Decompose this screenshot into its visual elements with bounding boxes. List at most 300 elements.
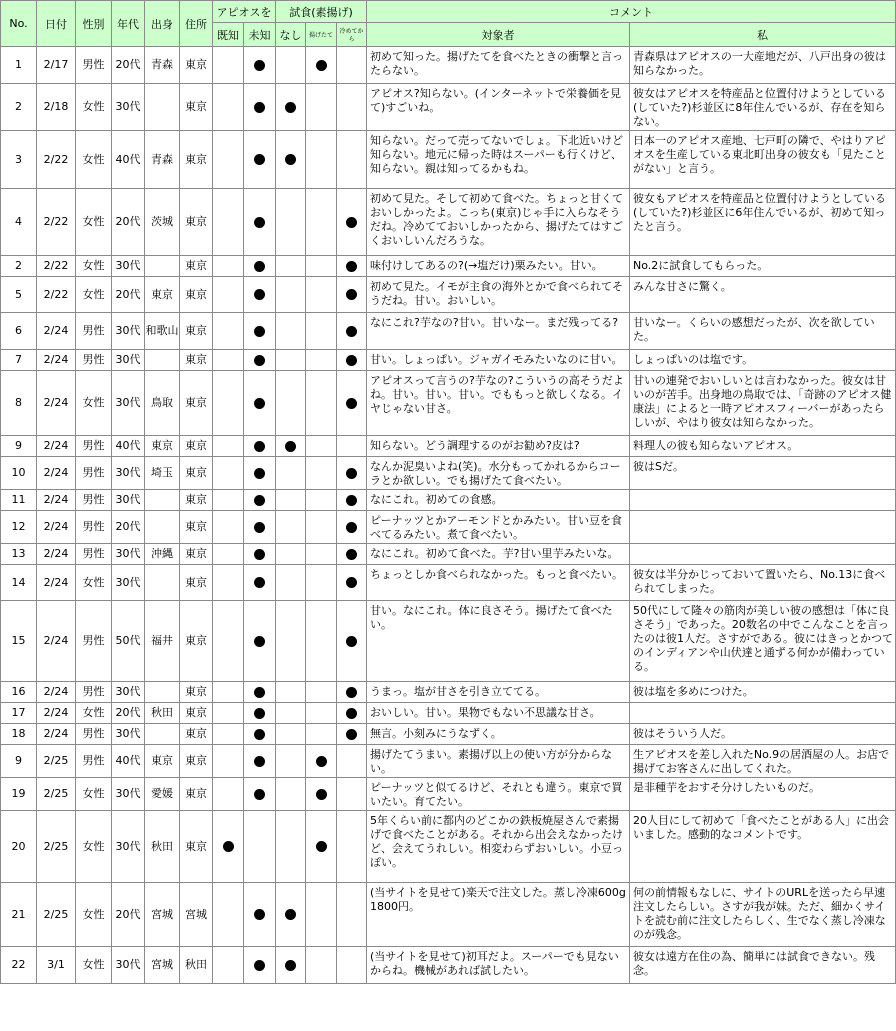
cell-age: 20代 xyxy=(112,511,145,544)
cell-residence: 東京 xyxy=(180,84,213,131)
table-row xyxy=(1,131,896,189)
table-row xyxy=(1,457,896,490)
filled-circle-icon xyxy=(346,522,357,533)
cell-no: 2 xyxy=(1,84,37,131)
cell-my-comment xyxy=(630,544,896,565)
cell-residence: 東京 xyxy=(180,745,213,778)
cell-no: 17 xyxy=(1,703,37,724)
table-row xyxy=(1,703,896,724)
cell-my-comment: No.2に試食してもらった。 xyxy=(630,256,896,277)
cell-unknown xyxy=(244,84,276,131)
cell-fresh xyxy=(306,131,337,189)
cell-age: 50代 xyxy=(112,601,145,682)
cell-cooled xyxy=(337,565,367,601)
cell-fresh xyxy=(306,811,337,883)
filled-circle-icon xyxy=(346,217,357,228)
header-unknown: 未知 xyxy=(244,23,276,47)
cell-sex: 男性 xyxy=(76,490,112,511)
table-row xyxy=(1,724,896,745)
filled-circle-icon xyxy=(254,522,265,533)
cell-date: 2/24 xyxy=(37,565,76,601)
cell-my-comment: しょっぱいのは塩です。 xyxy=(630,350,896,371)
cell-fresh xyxy=(306,490,337,511)
cell-subject-comment: 味付けしてあるの?(→塩だけ)栗みたい。甘い。 xyxy=(367,256,630,277)
cell-date: 2/17 xyxy=(37,47,76,84)
filled-circle-icon xyxy=(285,102,296,113)
cell-date: 2/24 xyxy=(37,313,76,350)
cell-date: 2/24 xyxy=(37,457,76,490)
cell-cooled xyxy=(337,947,367,984)
cell-origin: 茨城 xyxy=(145,189,180,256)
cell-residence: 東京 xyxy=(180,703,213,724)
header-fresh: 揚げたて xyxy=(306,23,337,47)
cell-unknown xyxy=(244,350,276,371)
cell-my-comment: 彼女は遠方在住の為、簡単には試食できない。残念。 xyxy=(630,947,896,984)
cell-origin xyxy=(145,350,180,371)
cell-fresh xyxy=(306,947,337,984)
cell-origin: 宮城 xyxy=(145,883,180,947)
filled-circle-icon xyxy=(254,60,265,71)
cell-sex: 男性 xyxy=(76,436,112,457)
cell-origin: 宮城 xyxy=(145,947,180,984)
cell-date: 2/25 xyxy=(37,778,76,811)
cell-cooled xyxy=(337,511,367,544)
cell-sex: 女性 xyxy=(76,84,112,131)
filled-circle-icon xyxy=(346,708,357,719)
cell-date: 2/22 xyxy=(37,189,76,256)
cell-subject-comment: 無言。小刻みにうなずく。 xyxy=(367,724,630,745)
cell-residence: 東京 xyxy=(180,601,213,682)
cell-sex: 女性 xyxy=(76,256,112,277)
cell-unknown xyxy=(244,703,276,724)
cell-origin xyxy=(145,682,180,703)
cell-subject-comment: おいしい。甘い。果物でもない不思議な甘さ。 xyxy=(367,703,630,724)
cell-unknown xyxy=(244,745,276,778)
header-cooled: 冷めてから xyxy=(337,23,367,47)
cell-sex: 男性 xyxy=(76,350,112,371)
cell-residence: 東京 xyxy=(180,544,213,565)
cell-origin xyxy=(145,84,180,131)
cell-unknown xyxy=(244,131,276,189)
cell-my-comment: 彼はそういう人だ。 xyxy=(630,724,896,745)
cell-no: 14 xyxy=(1,565,37,601)
cell-no: 10 xyxy=(1,457,37,490)
cell-residence: 東京 xyxy=(180,436,213,457)
filled-circle-icon xyxy=(316,756,327,767)
table-row xyxy=(1,544,896,565)
table-row xyxy=(1,811,896,883)
header-none: なし xyxy=(276,23,306,47)
cell-residence: 東京 xyxy=(180,189,213,256)
filled-circle-icon xyxy=(346,729,357,740)
cell-age: 30代 xyxy=(112,778,145,811)
cell-known xyxy=(213,189,244,256)
cell-known xyxy=(213,131,244,189)
cell-residence: 東京 xyxy=(180,47,213,84)
cell-subject-comment: なんか泥臭いよね(笑)。水分もってかれるからコーラとか欲しい。でも揚げたて食べたい。 xyxy=(367,457,630,490)
filled-circle-icon xyxy=(254,729,265,740)
cell-age: 30代 xyxy=(112,811,145,883)
cell-none xyxy=(276,256,306,277)
filled-circle-icon xyxy=(285,909,296,920)
cell-cooled xyxy=(337,490,367,511)
cell-no: 6 xyxy=(1,313,37,350)
cell-no: 5 xyxy=(1,277,37,313)
cell-fresh xyxy=(306,350,337,371)
cell-no: 1 xyxy=(1,47,37,84)
cell-cooled xyxy=(337,811,367,883)
cell-none xyxy=(276,682,306,703)
filled-circle-icon xyxy=(346,326,357,337)
cell-my-comment: 50代にして隆々の筋肉が美しい彼の感想は「体に良さそう」であった。20数名の中でこんなことを言ったのは彼1人だ。さすがである。彼にはきっとかつてのインディアンや山伏達と通ずる何かが備わっている。 xyxy=(630,601,896,682)
filled-circle-icon xyxy=(346,398,357,409)
cell-cooled xyxy=(337,371,367,436)
cell-unknown xyxy=(244,189,276,256)
table-row xyxy=(1,277,896,313)
cell-known xyxy=(213,436,244,457)
cell-unknown xyxy=(244,313,276,350)
cell-cooled xyxy=(337,745,367,778)
cell-sex: 女性 xyxy=(76,131,112,189)
filled-circle-icon xyxy=(254,468,265,479)
cell-date: 2/24 xyxy=(37,350,76,371)
cell-subject-comment: 知らない。どう調理するのがお勧め?皮は? xyxy=(367,436,630,457)
cell-cooled xyxy=(337,601,367,682)
cell-known xyxy=(213,947,244,984)
cell-my-comment: 料理人の彼も知らないアピオス。 xyxy=(630,436,896,457)
filled-circle-icon xyxy=(346,289,357,300)
cell-age: 20代 xyxy=(112,189,145,256)
cell-residence: 秋田 xyxy=(180,947,213,984)
cell-fresh xyxy=(306,47,337,84)
cell-age: 20代 xyxy=(112,47,145,84)
cell-sex: 男性 xyxy=(76,47,112,84)
cell-sex: 女性 xyxy=(76,883,112,947)
cell-fresh xyxy=(306,436,337,457)
cell-my-comment: 彼女はアピオスを特産品と位置付けようとしている(していた?)杉並区に8年住んでいるが、存在を知らない。 xyxy=(630,84,896,131)
cell-origin: 沖縄 xyxy=(145,544,180,565)
cell-subject-comment: 5年くらい前に都内のどこかの鉄板焼屋さんで素揚げで食べたことがある。それから出会えなかったけど、会えてうれしい。相変わらずおいしい。小豆っぽい。 xyxy=(367,811,630,883)
table-row xyxy=(1,601,896,682)
cell-none xyxy=(276,313,306,350)
cell-origin xyxy=(145,565,180,601)
header-comment: コメント xyxy=(367,1,896,23)
cell-known xyxy=(213,883,244,947)
cell-date: 2/18 xyxy=(37,84,76,131)
cell-no: 19 xyxy=(1,778,37,811)
cell-fresh xyxy=(306,189,337,256)
cell-date: 2/22 xyxy=(37,256,76,277)
filled-circle-icon xyxy=(254,217,265,228)
cell-none xyxy=(276,745,306,778)
cell-unknown xyxy=(244,457,276,490)
cell-known xyxy=(213,490,244,511)
cell-age: 30代 xyxy=(112,565,145,601)
filled-circle-icon xyxy=(346,636,357,647)
cell-residence: 東京 xyxy=(180,457,213,490)
cell-residence: 東京 xyxy=(180,682,213,703)
cell-subject-comment: アピオス?知らない。(インターネットで栄養価を見て)すごいね。 xyxy=(367,84,630,131)
cell-origin: 鳥取 xyxy=(145,371,180,436)
cell-cooled xyxy=(337,350,367,371)
cell-none xyxy=(276,883,306,947)
cell-my-comment: 是非種芋をおすそ分けしたいものだ。 xyxy=(630,778,896,811)
cell-cooled xyxy=(337,544,367,565)
cell-no: 8 xyxy=(1,371,37,436)
filled-circle-icon xyxy=(346,468,357,479)
cell-fresh xyxy=(306,544,337,565)
cell-no: 21 xyxy=(1,883,37,947)
cell-origin: 秋田 xyxy=(145,811,180,883)
filled-circle-icon xyxy=(254,909,265,920)
table-row xyxy=(1,313,896,350)
cell-cooled xyxy=(337,131,367,189)
cell-cooled xyxy=(337,436,367,457)
cell-fresh xyxy=(306,277,337,313)
cell-known xyxy=(213,313,244,350)
cell-age: 30代 xyxy=(112,457,145,490)
cell-sex: 男性 xyxy=(76,682,112,703)
cell-unknown xyxy=(244,778,276,811)
cell-my-comment: 彼は塩を多めにつけた。 xyxy=(630,682,896,703)
cell-unknown xyxy=(244,601,276,682)
cell-age: 30代 xyxy=(112,724,145,745)
filled-circle-icon xyxy=(254,708,265,719)
cell-cooled xyxy=(337,277,367,313)
cell-my-comment: 生アピオスを差し入れたNo.9の居酒屋の人。お店で揚げてお客さんに出してくれた。 xyxy=(630,745,896,778)
cell-sex: 男性 xyxy=(76,745,112,778)
cell-age: 30代 xyxy=(112,350,145,371)
cell-age: 20代 xyxy=(112,883,145,947)
filled-circle-icon xyxy=(346,495,357,506)
cell-residence: 東京 xyxy=(180,724,213,745)
cell-fresh xyxy=(306,778,337,811)
cell-date: 2/24 xyxy=(37,544,76,565)
cell-known xyxy=(213,544,244,565)
cell-no: 13 xyxy=(1,544,37,565)
cell-origin: 東京 xyxy=(145,277,180,313)
table-row xyxy=(1,189,896,256)
cell-my-comment: 彼女は半分かじっておいて置いたら、No.13に食べられてしまった。 xyxy=(630,565,896,601)
cell-date: 2/24 xyxy=(37,436,76,457)
table-row xyxy=(1,436,896,457)
cell-date: 2/24 xyxy=(37,490,76,511)
header-sex: 性別 xyxy=(76,1,112,47)
cell-subject-comment: 初めて見た。そして初めて食べた。ちょっと甘くておいしかったよ。こっち(東京)じゃ手に入らなそうだね。冷めてておいしかったから、揚げたてはすごくおいしいんだろうな。 xyxy=(367,189,630,256)
cell-residence: 宮城 xyxy=(180,883,213,947)
cell-my-comment: 20人目にして初めて「食べたことがある人」に出会いました。感動的なコメントです。 xyxy=(630,811,896,883)
cell-none xyxy=(276,490,306,511)
cell-fresh xyxy=(306,883,337,947)
cell-age: 30代 xyxy=(112,947,145,984)
cell-sex: 女性 xyxy=(76,947,112,984)
cell-no: 18 xyxy=(1,724,37,745)
cell-sex: 女性 xyxy=(76,189,112,256)
filled-circle-icon xyxy=(285,154,296,165)
cell-residence: 東京 xyxy=(180,131,213,189)
cell-sex: 女性 xyxy=(76,778,112,811)
cell-none xyxy=(276,703,306,724)
filled-circle-icon xyxy=(254,261,265,272)
cell-fresh xyxy=(306,682,337,703)
cell-no: 7 xyxy=(1,350,37,371)
cell-no: 9 xyxy=(1,436,37,457)
cell-cooled xyxy=(337,189,367,256)
cell-unknown xyxy=(244,883,276,947)
cell-unknown xyxy=(244,811,276,883)
header-tasting: 試食(素揚げ) xyxy=(276,1,367,23)
cell-date: 2/24 xyxy=(37,724,76,745)
cell-subject-comment: うまっ。塩が甘さを引き立ててる。 xyxy=(367,682,630,703)
cell-none xyxy=(276,511,306,544)
cell-my-comment: 甘いなー。くらいの感想だったが、次を欲していた。 xyxy=(630,313,896,350)
cell-subject-comment: ピーナッツと似てるけど、それとも違う。東京で買いたい。育てたい。 xyxy=(367,778,630,811)
cell-cooled xyxy=(337,883,367,947)
cell-subject-comment: (当サイトを見せて)楽天で注文した。蒸し冷凍600g1800円。 xyxy=(367,883,630,947)
cell-fresh xyxy=(306,313,337,350)
cell-sex: 男性 xyxy=(76,511,112,544)
cell-no: 22 xyxy=(1,947,37,984)
cell-sex: 男性 xyxy=(76,457,112,490)
header-subject: 対象者 xyxy=(367,23,630,47)
filled-circle-icon xyxy=(254,154,265,165)
cell-known xyxy=(213,256,244,277)
filled-circle-icon xyxy=(316,841,327,852)
filled-circle-icon xyxy=(346,549,357,560)
filled-circle-icon xyxy=(254,789,265,800)
cell-fresh xyxy=(306,84,337,131)
cell-origin: 青森 xyxy=(145,47,180,84)
cell-sex: 女性 xyxy=(76,811,112,883)
table-row xyxy=(1,883,896,947)
cell-known xyxy=(213,350,244,371)
table-row xyxy=(1,84,896,131)
cell-age: 40代 xyxy=(112,131,145,189)
cell-fresh xyxy=(306,724,337,745)
cell-subject-comment: アピオスって言うの?芋なの?こういうの高そうだよね。甘い。甘い。甘い。でももっと欲しくなる。イヤじゃない甘さ。 xyxy=(367,371,630,436)
cell-known xyxy=(213,511,244,544)
cell-residence: 東京 xyxy=(180,511,213,544)
cell-known xyxy=(213,371,244,436)
filled-circle-icon xyxy=(254,355,265,366)
filled-circle-icon xyxy=(254,441,265,452)
cell-residence: 東京 xyxy=(180,313,213,350)
cell-none xyxy=(276,565,306,601)
cell-origin: 和歌山 xyxy=(145,313,180,350)
cell-no: 9 xyxy=(1,745,37,778)
cell-date: 2/24 xyxy=(37,682,76,703)
cell-date: 2/24 xyxy=(37,601,76,682)
cell-origin xyxy=(145,490,180,511)
header-date: 日付 xyxy=(37,1,76,47)
cell-origin: 福井 xyxy=(145,601,180,682)
cell-my-comment: 何の前情報もなしに、サイトのURLを送ったら早速注文したらしい。さすが我が妹。ただ、細かくサイトを読む前に注文したらしく、生でなく蒸し冷凍なのが残念。 xyxy=(630,883,896,947)
cell-sex: 男性 xyxy=(76,313,112,350)
filled-circle-icon xyxy=(254,289,265,300)
table-row xyxy=(1,371,896,436)
filled-circle-icon xyxy=(346,261,357,272)
cell-date: 2/24 xyxy=(37,371,76,436)
cell-age: 40代 xyxy=(112,745,145,778)
cell-sex: 女性 xyxy=(76,565,112,601)
cell-no: 12 xyxy=(1,511,37,544)
cell-cooled xyxy=(337,84,367,131)
cell-residence: 東京 xyxy=(180,350,213,371)
cell-fresh xyxy=(306,745,337,778)
cell-known xyxy=(213,565,244,601)
table-row xyxy=(1,682,896,703)
cell-unknown xyxy=(244,277,276,313)
cell-unknown xyxy=(244,565,276,601)
cell-known xyxy=(213,47,244,84)
cell-none xyxy=(276,544,306,565)
cell-unknown xyxy=(244,47,276,84)
cell-subject-comment: 初めて知った。揚げたてを食べたときの衝撃と言ったらない。 xyxy=(367,47,630,84)
cell-cooled xyxy=(337,313,367,350)
cell-fresh xyxy=(306,457,337,490)
cell-none xyxy=(276,601,306,682)
cell-none xyxy=(276,724,306,745)
cell-none xyxy=(276,371,306,436)
table-row xyxy=(1,350,896,371)
cell-cooled xyxy=(337,682,367,703)
cell-sex: 女性 xyxy=(76,371,112,436)
cell-fresh xyxy=(306,371,337,436)
cell-no: 15 xyxy=(1,601,37,682)
cell-sex: 男性 xyxy=(76,724,112,745)
filled-circle-icon xyxy=(346,355,357,366)
cell-fresh xyxy=(306,703,337,724)
table-row xyxy=(1,745,896,778)
cell-subject-comment: なにこれ。初めての食感。 xyxy=(367,490,630,511)
cell-none xyxy=(276,457,306,490)
cell-age: 40代 xyxy=(112,436,145,457)
cell-age: 30代 xyxy=(112,84,145,131)
cell-none xyxy=(276,131,306,189)
cell-date: 2/25 xyxy=(37,745,76,778)
cell-none xyxy=(276,947,306,984)
cell-unknown xyxy=(244,544,276,565)
cell-my-comment xyxy=(630,490,896,511)
cell-fresh xyxy=(306,511,337,544)
cell-none xyxy=(276,277,306,313)
filled-circle-icon xyxy=(254,326,265,337)
cell-known xyxy=(213,724,244,745)
cell-age: 30代 xyxy=(112,313,145,350)
cell-residence: 東京 xyxy=(180,490,213,511)
table-row xyxy=(1,47,896,84)
cell-unknown xyxy=(244,682,276,703)
cell-no: 11 xyxy=(1,490,37,511)
filled-circle-icon xyxy=(254,398,265,409)
cell-residence: 東京 xyxy=(180,371,213,436)
cell-my-comment: 日本一のアピオス産地、七戸町の隣で、やはりアピオスを生産している東北町出身の彼女も「見たことがない」と言う。 xyxy=(630,131,896,189)
table-row xyxy=(1,256,896,277)
cell-residence: 東京 xyxy=(180,256,213,277)
cell-origin xyxy=(145,724,180,745)
cell-subject-comment: なにこれ。初めて食べた。芋?甘い里芋みたいな。 xyxy=(367,544,630,565)
cell-age: 30代 xyxy=(112,682,145,703)
cell-known xyxy=(213,457,244,490)
cell-fresh xyxy=(306,601,337,682)
cell-sex: 男性 xyxy=(76,601,112,682)
cell-origin xyxy=(145,256,180,277)
cell-none xyxy=(276,350,306,371)
table-body xyxy=(1,47,896,984)
cell-none xyxy=(276,811,306,883)
cell-none xyxy=(276,189,306,256)
cell-known xyxy=(213,703,244,724)
